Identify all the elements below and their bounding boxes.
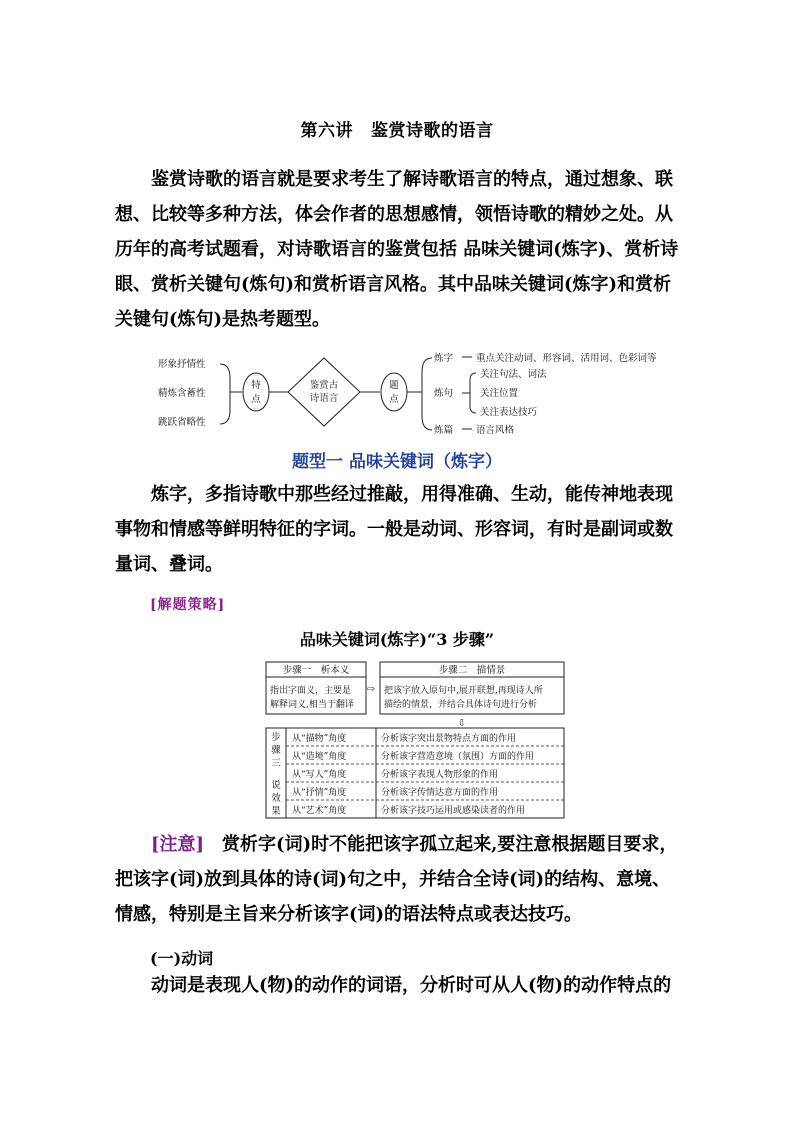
focus-node (381, 373, 407, 411)
step1-title: 步骤一 析本义 (282, 665, 350, 676)
feature-2: 精炼含蓄性 (158, 388, 206, 399)
three-steps-flowchart (262, 660, 568, 820)
center-node-line1: 鉴赏古 (309, 380, 339, 391)
step3-label-5: 说 (271, 780, 281, 791)
step1-body-2: 解释词义,相当于翻译 (270, 700, 354, 710)
branch-desc-3: 语言风格 (476, 425, 515, 436)
feature-node (243, 373, 269, 411)
branch-label-3: 炼篇 (434, 425, 454, 436)
arrow-right-icon: ⇨ (367, 684, 375, 695)
step2-body-1: 把该字放入原句中,展开联想,再现诗人所 (384, 686, 543, 696)
section-heading-type1: 题型一 品味关键词（炼字） (292, 452, 502, 472)
feature-node-char2: 点 (251, 394, 261, 405)
branch2-sub-1: 关注句法、词法 (480, 369, 547, 380)
center-node (288, 358, 360, 426)
branch2-sub-2: 关注位置 (480, 388, 519, 399)
branch-label-2: 炼句 (434, 388, 454, 399)
step3-row2-effect: 分析该字营造意境（氛围）方面的作用 (381, 752, 535, 762)
step3-label-1: 步 (271, 732, 281, 743)
branch-desc-1: 重点关注动词、形容词、活用词、色彩词等 (476, 353, 657, 364)
center-node-line2: 诗语言 (309, 393, 339, 404)
step3-row1-angle: 从“描物”角度 (292, 734, 347, 744)
step3-row5-effect: 分析该字技巧运用或感染读者的作用 (381, 806, 526, 816)
sub-heading-verb: (一)动词 (150, 949, 214, 968)
step1-body-1: 指出字面义，主要是 (270, 686, 352, 696)
lecture-number: 第六讲 (300, 121, 353, 141)
note-paragraph: [注意] 赏析字(词)时不能把该字孤立起来,要注意根据题目要求，把该字(词)放到具体的诗(词)句之中，并结合全诗(词)的结构、意境、情感，特别是主旨来分析该字(词)的语法特点或表达技巧。 (115, 834, 678, 925)
verb-description: 动词是表现人(物)的动作的词语，分析时可从人(物)的动作特点的 (151, 975, 672, 996)
step3-label-7: 果 (271, 806, 281, 817)
focus-node-char1: 题 (389, 380, 399, 391)
branch-label-1: 炼字 (434, 353, 454, 364)
steps-title: 品味关键词(炼字)“3 步骤” (299, 630, 495, 649)
feature-1: 形象抒情性 (158, 359, 206, 370)
step3-row2-angle: 从“造境”角度 (292, 752, 347, 762)
step3-row5-angle: 从“艺术”角度 (292, 806, 347, 816)
step3-label-3: 三 (271, 758, 281, 769)
focus-node-char2: 点 (389, 394, 399, 405)
step3-label-6: 效 (271, 793, 281, 804)
branch2-sub-3: 关注表达技巧 (480, 407, 538, 418)
step3-label-2: 骤 (271, 745, 281, 756)
feature-3: 跳跃省略性 (158, 417, 206, 428)
note-tag: [注意] (151, 834, 205, 855)
step2-title: 步骤二 描情景 (438, 665, 506, 676)
lecture-topic: 鉴赏诗歌的语言 (371, 121, 494, 141)
arrow-down-icon: ⇩ (458, 718, 466, 729)
page-title (0, 116, 794, 141)
step3-row1-effect: 分析该字突出景物特点方面的作用 (381, 734, 517, 744)
poetry-language-mindmap (150, 348, 670, 440)
type1-description: 炼字，多指诗歌中那些经过推敲，用得准确、生动，能传神地表现事物和情感等鲜明特征的字词。一般是动词、形容词，有时是副词或数量词、叠词。 (115, 484, 673, 575)
step2-body-2: 描绘的情景，并结合具体诗句进行分析 (384, 700, 538, 710)
feature-node-char1: 特 (251, 380, 261, 391)
strategy-label: [解题策略] (150, 597, 226, 613)
step3-row4-angle: 从“抒情”角度 (292, 788, 347, 798)
intro-paragraph: 鉴赏诗歌的语言就是要求考生了解诗歌语言的特点，通过想象、联想、比较等多种方法，体会作者的思想感情，领悟诗歌的精妙之处。从历年的高考试题看，对诗歌语言的鉴赏包括 品味关键词(炼字)、赏析诗眼、赏析关键句(炼句)和赏析语言风格。其中品味关键词(炼字)和赏析关键句(炼句)是热考题型。 (115, 169, 679, 330)
step3-row3-angle: 从“写人”角度 (292, 770, 347, 780)
step3-row4-effect: 分析该字传情达意方面的作用 (381, 788, 499, 798)
step3-row3-effect: 分析该字表现人物形象的作用 (381, 770, 499, 780)
